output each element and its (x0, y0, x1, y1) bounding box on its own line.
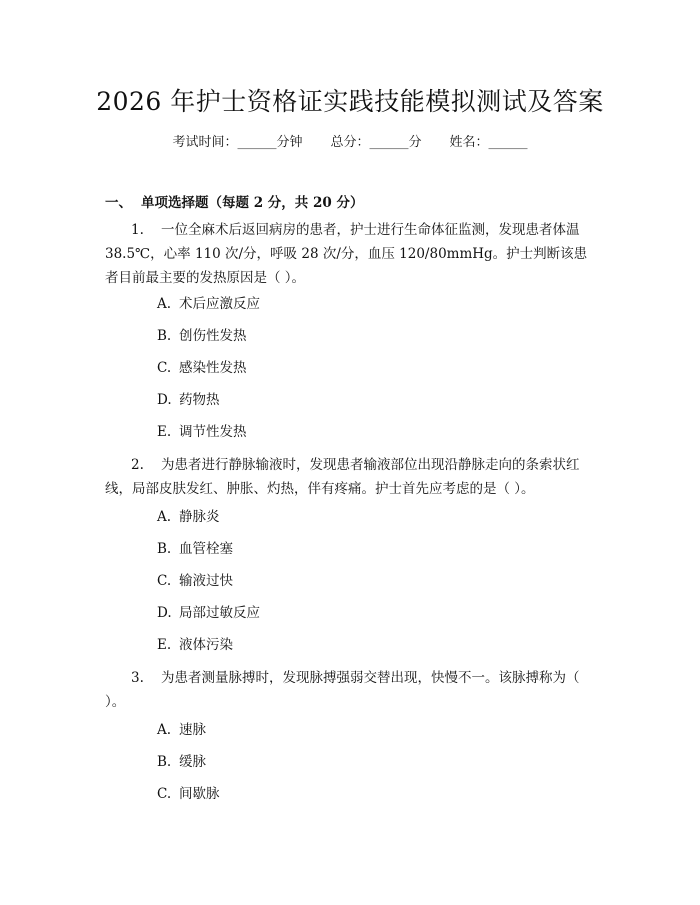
option-letter: D. (157, 605, 172, 621)
question-stem (105, 453, 597, 501)
answer-option (157, 507, 220, 527)
exam-meta (0, 131, 700, 150)
page-title: 2026 年护士资格证实践技能模拟测试及答案 (96, 87, 604, 116)
answer-option (157, 358, 247, 378)
question-stem (105, 218, 597, 290)
option-text: 术后应激反应 (179, 296, 260, 312)
answer-option (157, 571, 233, 591)
answer-option (157, 539, 233, 559)
section-title: 单项选择题（每题 2 分，共 20 分） (141, 195, 364, 211)
option-letter: A. (157, 509, 172, 525)
option-letter: B. (157, 328, 172, 344)
question-stem (105, 666, 597, 714)
option-text: 调节性发热 (179, 424, 247, 440)
student-name-label: 姓名：______ (449, 135, 528, 150)
option-text: 速脉 (179, 722, 206, 738)
answer-option (157, 422, 247, 442)
question-number: 3. (131, 670, 144, 686)
question-text: 为患者测量脉搏时，发现脉搏强弱交替出现，快慢不一。该脉搏称为（ ）。 (105, 670, 580, 710)
answer-option (157, 294, 260, 314)
answer-option (157, 720, 206, 740)
total-score-label: 总分：______分 (330, 135, 422, 150)
exam-time-label: 考试时间：______分钟 (172, 135, 303, 150)
question-text: 为患者进行静脉输液时，发现患者输液部位出现沿静脉走向的条索状红线，局部皮肤发红、肿胀、灼热，伴有疼痛。护士首先应考虑的是（ ）。 (105, 457, 580, 497)
option-text: 感染性发热 (179, 360, 247, 376)
option-letter: B. (157, 541, 172, 557)
option-text: 间歇脉 (179, 786, 220, 802)
answer-option (157, 326, 247, 346)
option-letter: E. (157, 424, 172, 440)
option-text: 缓脉 (179, 754, 206, 770)
answer-option (157, 752, 206, 772)
option-letter: A. (157, 722, 172, 738)
option-text: 血管栓塞 (179, 541, 233, 557)
answer-option (157, 635, 233, 655)
option-letter: E. (157, 637, 172, 653)
option-letter: A. (157, 296, 172, 312)
option-letter: C. (157, 360, 172, 376)
section-heading (105, 191, 363, 211)
option-text: 输液过快 (179, 573, 233, 589)
question-text: 一位全麻术后返回病房的患者，护士进行生命体征监测，发现患者体温 38.5℃，心率 110 次/分，呼吸 28 次/分，血压 120/80mmHg。护士判断该患者目前最主要的发热原因是（ ）。 (105, 222, 588, 286)
option-letter: D. (157, 392, 172, 408)
question-number: 1. (131, 222, 144, 238)
option-text: 静脉炎 (179, 509, 220, 525)
option-letter: C. (157, 786, 172, 802)
option-letter: C. (157, 573, 172, 589)
option-text: 创伤性发热 (179, 328, 247, 344)
question-number: 2. (131, 457, 144, 473)
answer-option (157, 603, 260, 623)
option-text: 药物热 (179, 392, 220, 408)
answer-option (157, 784, 220, 804)
section-number: 一、 (105, 195, 132, 211)
option-letter: B. (157, 754, 172, 770)
option-text: 液体污染 (179, 637, 233, 653)
option-text: 局部过敏反应 (179, 605, 260, 621)
answer-option (157, 390, 220, 410)
